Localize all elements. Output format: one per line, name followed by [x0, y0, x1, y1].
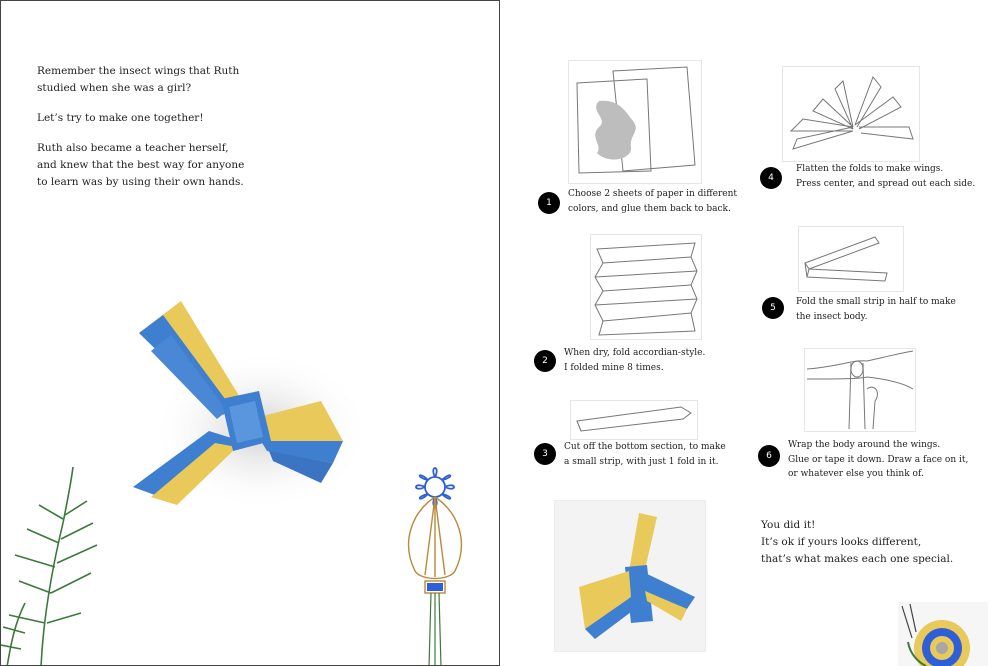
step-1-sketch [568, 60, 702, 184]
intro-paragraph-2: Let’s try to make one together! [37, 112, 204, 124]
step-3-text: Cut off the bottom section, to make a small strip, with just 1 fold in it. [564, 442, 726, 467]
poppy-flower-illustration [391, 463, 475, 666]
step-2-number: 2 [534, 350, 556, 372]
intro-paragraph-1: Remember the insect wings that Ruth studied when she was a girl? [37, 65, 240, 94]
step-6-text: Wrap the body around the wings. Glue or tape it down. Draw a face on it, or whatever else you think of. [788, 440, 969, 479]
step-6-number: 6 [758, 445, 780, 467]
step-4-number: 4 [760, 167, 782, 189]
step-6-sketch [804, 348, 916, 432]
step-4-text: Flatten the folds to make wings. Press center, and spread out each side. [796, 164, 976, 189]
step-2-text: When dry, fold accordian-style. I folded mine 8 times. [564, 348, 706, 373]
outro-line-3: that’s what makes each one special. [761, 553, 954, 565]
step-5-sketch [798, 226, 904, 292]
fern-plant-illustration [1, 463, 121, 666]
step-1-number: 1 [538, 192, 560, 214]
right-page [502, 0, 1000, 666]
outro-line-1: You did it! [761, 519, 816, 531]
step-5-text: Fold the small strip in half to make the insect body. [796, 297, 956, 322]
step-3-number: 3 [534, 443, 556, 465]
step-3-sketch [570, 400, 698, 440]
step-4-sketch [782, 66, 920, 162]
origami-insect-photo [111, 291, 371, 521]
outro-text [761, 517, 953, 568]
step-5-number: 5 [762, 297, 784, 319]
intro-text [37, 63, 337, 204]
step-1-text: Choose 2 sheets of paper in different colors, and glue them back to back. [568, 189, 738, 214]
snail-illustration [898, 602, 988, 666]
intro-paragraph-3: Ruth also became a teacher herself, and knew that the best way for anyone to learn was by using their own hands. [37, 142, 245, 188]
step-2-sketch [590, 234, 702, 340]
finished-insect-photo [554, 500, 706, 652]
outro-line-2: It’s ok if yours looks different, [761, 536, 922, 548]
